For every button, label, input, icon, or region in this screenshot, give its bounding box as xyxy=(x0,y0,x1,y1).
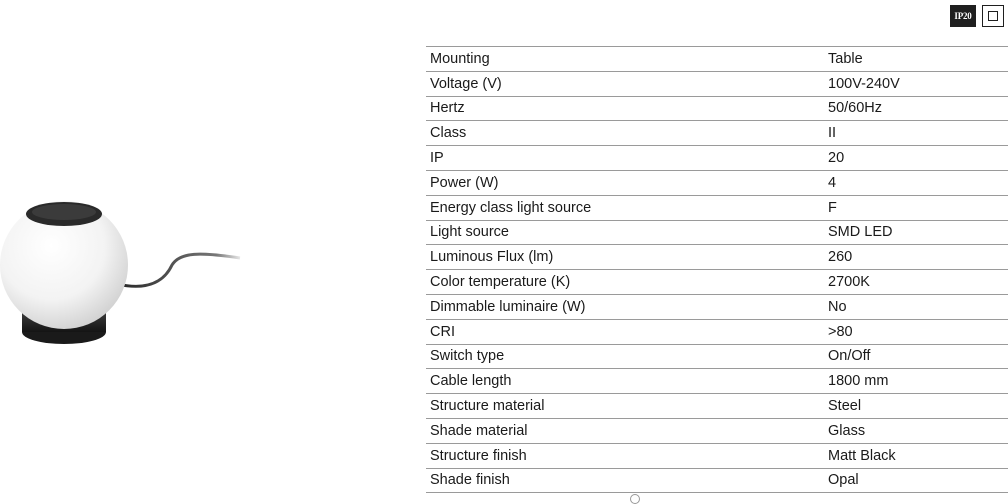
scroll-indicator-icon xyxy=(630,494,640,504)
spec-value: II xyxy=(828,125,837,142)
spec-row xyxy=(426,196,1008,221)
spec-row xyxy=(426,469,1008,494)
spec-label: Light source xyxy=(430,224,509,241)
spec-label: Power (W) xyxy=(430,174,499,191)
spec-value: 1800 mm xyxy=(828,373,889,390)
spec-row xyxy=(426,369,1008,394)
spec-row xyxy=(426,320,1008,345)
spec-label: Shade finish xyxy=(430,472,510,489)
spec-label: Luminous Flux (lm) xyxy=(430,249,554,266)
spec-label: Dimmable luminaire (W) xyxy=(430,298,586,315)
spec-label: Energy class light source xyxy=(430,199,592,216)
spec-label: Cable length xyxy=(430,373,512,390)
spec-value: >80 xyxy=(828,323,853,340)
spec-value: Table xyxy=(828,50,863,67)
spec-value: No xyxy=(828,298,847,315)
spec-value: Glass xyxy=(828,422,866,439)
spec-label: Switch type xyxy=(430,348,505,365)
spec-label: IP xyxy=(430,150,444,167)
product-image xyxy=(0,190,260,360)
spec-row xyxy=(426,121,1008,146)
spec-row xyxy=(426,97,1008,122)
spec-row xyxy=(426,245,1008,270)
spec-row xyxy=(426,171,1008,196)
spec-label: Mounting xyxy=(430,50,490,67)
spec-value: SMD LED xyxy=(828,224,893,241)
spec-row xyxy=(426,295,1008,320)
spec-value: On/Off xyxy=(828,348,871,365)
spec-value: Matt Black xyxy=(828,447,896,464)
spec-row xyxy=(426,221,1008,246)
spec-value: Steel xyxy=(828,398,862,415)
spec-row xyxy=(426,394,1008,419)
spec-value: 4 xyxy=(828,174,837,191)
certification-badges xyxy=(950,5,1004,27)
spec-label: Voltage (V) xyxy=(430,75,502,92)
spec-value: 100V-240V xyxy=(828,75,900,92)
spec-row xyxy=(426,47,1008,72)
spec-label: Shade material xyxy=(430,422,528,439)
spec-label: Class xyxy=(430,125,467,142)
spec-row xyxy=(426,444,1008,469)
spec-value: F xyxy=(828,199,837,216)
spec-value: 260 xyxy=(828,249,853,266)
specifications-table xyxy=(426,46,1008,493)
spec-row xyxy=(426,72,1008,97)
spec-label: Structure finish xyxy=(430,447,527,464)
spec-row xyxy=(426,345,1008,370)
spec-row xyxy=(426,419,1008,444)
spec-label: Color temperature (K) xyxy=(430,274,571,291)
class-ii-double-square-icon xyxy=(982,5,1004,27)
spec-value: 2700K xyxy=(828,274,870,291)
spec-value: 20 xyxy=(828,150,845,167)
spherical-table-lamp-image xyxy=(0,190,260,360)
spec-label: Hertz xyxy=(430,100,465,117)
spec-value: Opal xyxy=(828,472,859,489)
ip-rating-badge: IP20 xyxy=(950,5,976,27)
spec-label: Structure material xyxy=(430,398,545,415)
spec-value: 50/60Hz xyxy=(828,100,883,117)
spec-row xyxy=(426,270,1008,295)
spec-row xyxy=(426,146,1008,171)
spec-label: CRI xyxy=(430,323,455,340)
